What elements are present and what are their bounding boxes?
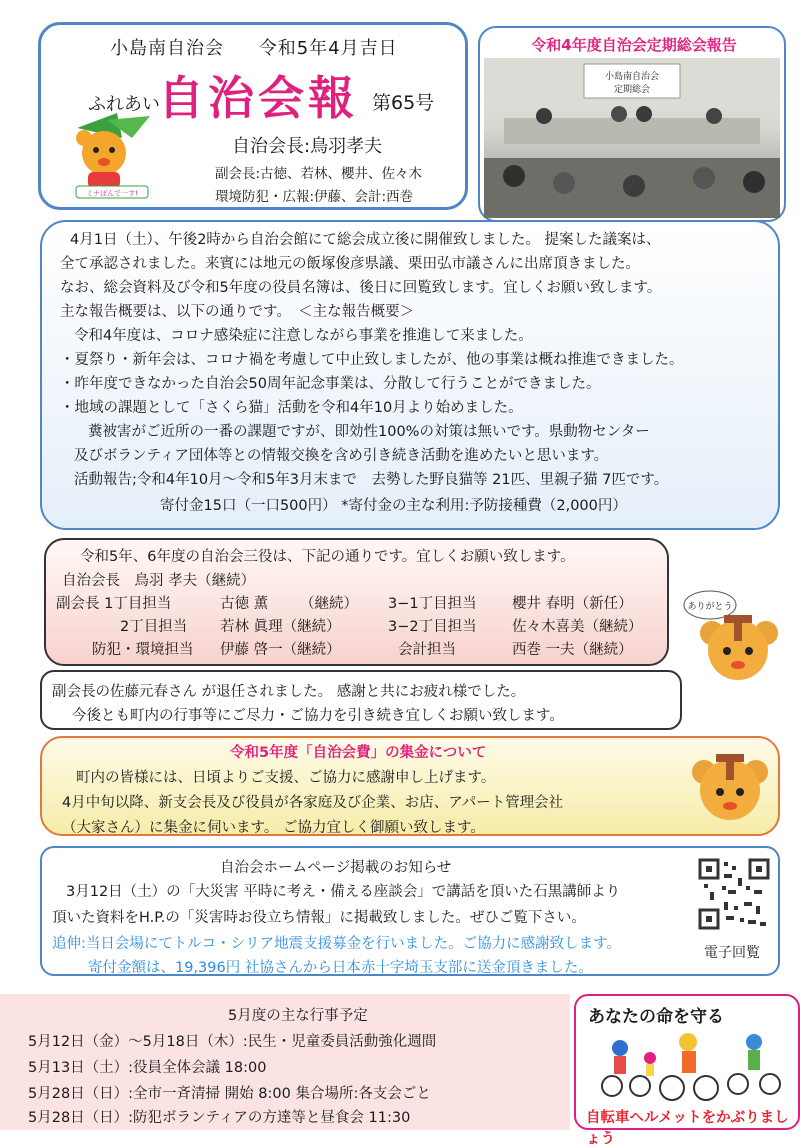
homepage-postscript: 寄付金額は、19,396円 社協さんから日本赤十字埼玉支部に送金頂きました。 bbox=[88, 960, 593, 976]
homepage-line: 頂いた資料をH.P.の「災害時お役立ち情報」に掲載致しました。ぜひご覧下さい。 bbox=[52, 910, 586, 926]
officer-role: 3−1丁目担当 bbox=[388, 596, 477, 612]
officer-name: 古徳 薫 bbox=[220, 596, 269, 612]
report-line: 寄付金15口（一口500円） *寄付金の主な利用:予防接種費（2,000円） bbox=[160, 498, 627, 514]
newsletter-title: 自治会報 bbox=[158, 71, 358, 125]
events-title: 5月度の主な行事予定 bbox=[228, 1008, 368, 1024]
officer-role: 会計担当 bbox=[398, 642, 456, 658]
officer-role: 3−2丁目担当 bbox=[388, 619, 477, 635]
photo-sign-line1: 小島南自治会 bbox=[604, 72, 660, 82]
officer-role: 副会長 1丁目担当 bbox=[56, 596, 172, 612]
report-line: 及びボランティア団体等との情報交換を含め引き続き活動を進めたいと思います。 bbox=[74, 448, 609, 464]
photo-sign-line2: 定期総会 bbox=[613, 85, 651, 95]
officer-role: 防犯・環境担当 bbox=[92, 642, 194, 658]
report-line: 令和4年度は、コロナ感染症に注意しながら事業を推進して来ました。 bbox=[74, 328, 533, 344]
officer-role: 2丁目担当 bbox=[120, 619, 188, 635]
homepage-title: 自治会ホームページ掲載のお知らせ bbox=[220, 860, 452, 876]
chair-name: 自治会長:鳥羽孝夫 bbox=[232, 136, 383, 157]
helmet-headline: あなたの命を守る bbox=[588, 1007, 724, 1027]
fureai-label: ふれあい bbox=[88, 94, 160, 115]
report-line: ・夏祭り・新年会は、コロナ禍を考慮して中止致しましたが、他の事業は概ね推進できました。 bbox=[60, 352, 684, 368]
homepage-line: 3月12日（土）の「大災害 平時に考え・備える座談会」で講話を頂いた石黒講師より bbox=[66, 884, 621, 900]
mascot-icon bbox=[62, 108, 157, 200]
report-line: 主な報告概要は、以下の通りです。 ＜主な報告概要＞ bbox=[60, 304, 415, 320]
report-line: 全て承認されました。来賓には地元の飯塚俊彦県議、栗田弘市議さんに出席頂きました。 bbox=[60, 256, 640, 272]
qr-label: 電子回覧 bbox=[704, 945, 760, 961]
report-line: ・昨年度できなかった自治会50周年記念事業は、分散して行うことができました。 bbox=[60, 376, 601, 392]
thanks-bubble: ありがとう bbox=[687, 602, 733, 612]
event-item: 5月13日（土）:役員全体会議 18:00 bbox=[28, 1060, 267, 1076]
homepage-postscript: 追伸:当日会場にてトルコ・シリア地震支援募金を行いました。ご協力に感謝致します。 bbox=[52, 936, 621, 952]
retire-line: 副会長の佐藤元春さん が退任されました。 感謝と共にお疲れ様でした。 bbox=[52, 684, 526, 700]
officer-name: 佐々木喜美（継続） bbox=[512, 619, 643, 635]
qr-code-icon[interactable] bbox=[698, 858, 770, 930]
fee-mascot-icon bbox=[680, 742, 780, 832]
officer-status: （継続） bbox=[300, 596, 358, 612]
report-line: ・地域の課題として「さくら猫」活動を令和4年10月より始めました。 bbox=[60, 400, 523, 416]
fee-title: 令和5年度「自治会費」の集金について bbox=[230, 745, 487, 761]
department-heads: 環境防犯・広報:伊藤、会計:西巻 bbox=[215, 189, 414, 205]
issue-number: 第65号 bbox=[372, 92, 435, 114]
officer-name: 西巻 一夫（継続） bbox=[512, 642, 633, 658]
officer-name: 櫻井 春明（新任） bbox=[512, 596, 633, 612]
thanks-mascot-icon bbox=[680, 585, 790, 695]
org-name: 小島南自治会 bbox=[110, 38, 224, 59]
fee-line: 4月中旬以降、新支会長及び役員が各家庭及び企業、お店、アパート管理会社 bbox=[62, 795, 564, 811]
report-title: 令和4年度自治会定期総会報告 bbox=[531, 36, 737, 54]
event-item: 5月28日（日）:全市一斉清掃 開始 8:00 集合場所:各支会ごと bbox=[28, 1086, 431, 1102]
meeting-photo bbox=[484, 58, 780, 218]
officer-name: 伊藤 啓一（継続） bbox=[220, 642, 341, 658]
org-line bbox=[110, 34, 426, 60]
helmet-slogan: 自転車ヘルメットをかぶりましょう bbox=[586, 1110, 789, 1147]
vice-chairs: 副会長:古徳、若林、櫻井、佐々木 bbox=[215, 166, 423, 182]
issue-date: 令和5年4月吉日 bbox=[258, 38, 398, 59]
event-item: 5月28日（日）:防犯ボランティアの方達等と昼食会 11:30 bbox=[28, 1110, 411, 1126]
officers-intro: 令和5年、6年度の自治会三役は、下記の通りです。宜しくお願い致します。 bbox=[80, 549, 575, 565]
report-line: 4月1日（土）、午後2時から自治会館にて総会成立後に開催致しました。 提案した議案は、 bbox=[70, 232, 661, 248]
mascot-banner: ミナぽんで一す! bbox=[86, 189, 138, 198]
report-line: 活動報告;令和4年10月～令和5年3月末まで 去勢した野良猫等 21匹、里親子猫 7匹です。 bbox=[74, 472, 669, 488]
report-line: 糞被害がご近所の一番の課題ですが、即効性100%の対策は無いです。県動物センター bbox=[88, 424, 650, 440]
event-item: 5月12日（金）～5月18日（木）:民生・児童委員活動強化週間 bbox=[28, 1034, 437, 1050]
report-line: なお、総会資料及び令和5年度の役員名簿は、後日に回覧致します。宜しくお願い致します。 bbox=[60, 280, 662, 296]
officer-name: 若林 眞理（継続） bbox=[220, 619, 341, 635]
fee-line: 町内の皆様には、日頃よりご支援、ご協力に感謝申し上げます。 bbox=[76, 770, 496, 786]
retire-line: 今後とも町内の行事等にご尽力・ご協力を引き続き宜しくお願い致します。 bbox=[72, 708, 564, 724]
fee-line: （大家さん）に集金に伺います。 ご協力宜しく御願い致します。 bbox=[62, 820, 485, 836]
officers-chair: 自治会長 鳥羽 孝夫（継続） bbox=[62, 573, 256, 589]
cyclists-icon bbox=[590, 1028, 790, 1104]
